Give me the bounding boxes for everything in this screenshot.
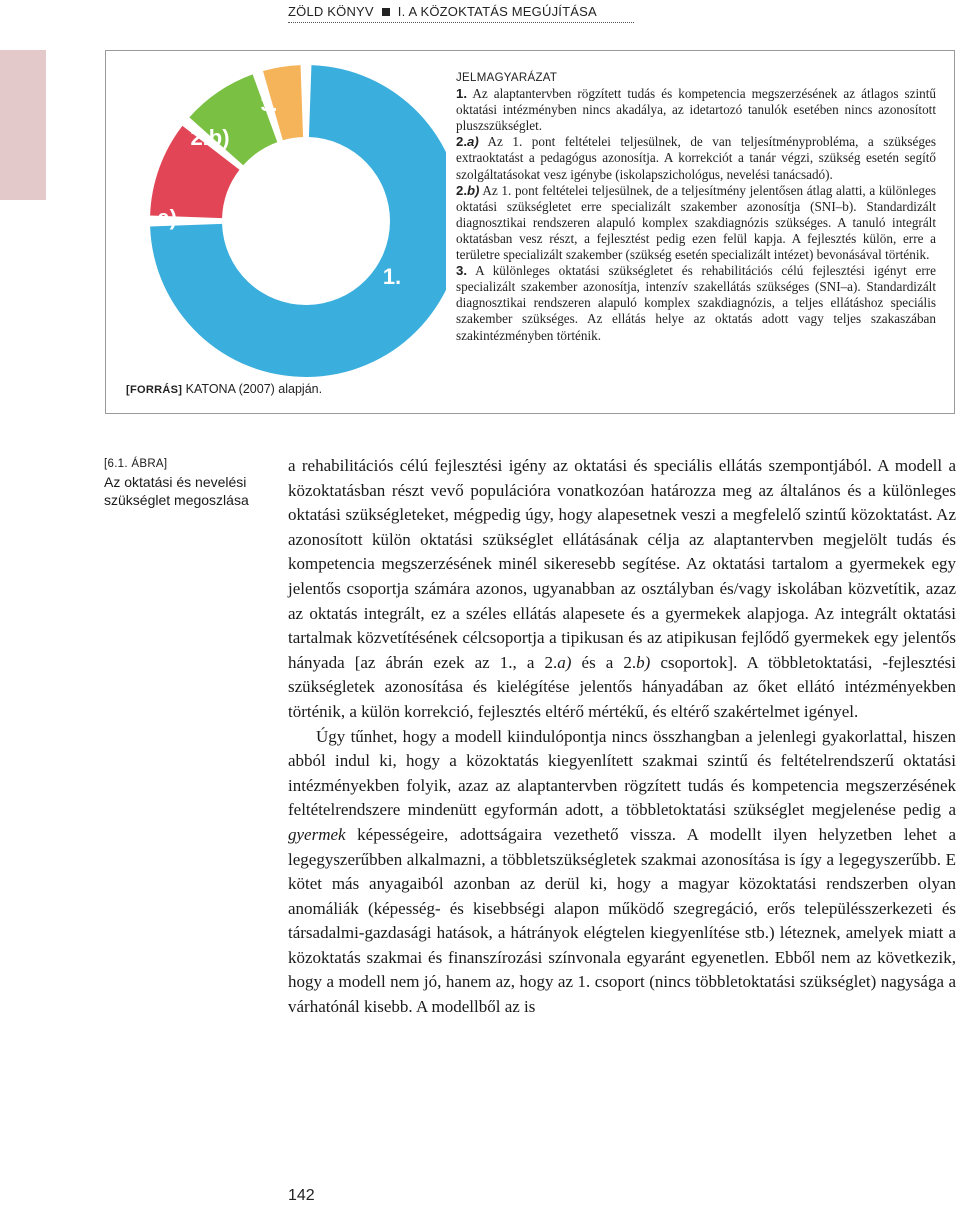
legend-item-number	[456, 183, 479, 198]
book-title: ZÖLD KÖNYV	[288, 4, 374, 19]
italic-run: gyermek	[288, 824, 346, 844]
slice-label: 2.b)	[190, 125, 230, 150]
figure-box	[105, 50, 955, 414]
slice-label: 2.a)	[139, 205, 177, 230]
figure-title: Az oktatási és nevelési szükséglet megoszlása	[104, 474, 249, 508]
legend-item-text: A különleges oktatási szükségletet és rehabilitációs célú fejlesztési igényt erre specializált szakember azonosítja, intenzív szakellátás szükséges (SNI–a). Standardizált diagnosztikai rendszeren alapuló komplex szakdiagnózis, a teljes ellátáshoz speciális szakember szükséges. Az ellátás helye az oktatás adott vagy teljes szakaszában szakintézményben történik.	[456, 263, 936, 343]
legend-number-main: 2.	[456, 182, 467, 198]
legend-item-text: Az alaptantervben rögzített tudás és kompetencia megszerzésének az átlagos szintű oktatási intézményben nincs akadálya, az idetartozó tanulók esetében nincs azonosított pluszszükséglet.	[456, 86, 936, 134]
text-run: és a 2.	[571, 652, 637, 672]
square-bullet-icon	[382, 8, 390, 16]
legend-number-suffix: a)	[467, 134, 479, 150]
legend-item-text: Az 1. pont feltételei teljesülnek, de van teljesítményprobléma, a szükséges extraoktatást a pedagógus azonosítja. A korrekciót a tanár végzi, szükség esetén segítő szolgáltatásokat vesz igénybe (iskolapszichológus, nevelési tanácsadó).	[456, 134, 936, 182]
legend-number-main: 2.	[456, 134, 467, 150]
legend-item-3	[456, 263, 936, 343]
text-run: csoportok]. A többletoktatási, -fejlesztési szükségletek azonosítása és kielégítése jelentős hányadában az őket ellátó intézményekben történik, a külön korrekció, fejlesztés eltérő mértékű, és eltérő szakértelmet igényel.	[288, 652, 956, 721]
figure-source	[126, 382, 322, 396]
slice-label: 3.	[260, 94, 278, 116]
legend-item-text: Az 1. pont feltételei teljesülnek, de a teljesítmény jelentősen átlag alatti, a különleges oktatási szükségletet erre specializált szakember azonosítja (SNI–b). Standardizált diagnosztikai rendszeren alapuló komplex szakdiagnózis szükséges. A tanuló integrált oktatásban vesz részt, a fejlesztést pedig ezen felül kapja. A fejlesztés külön, erre a területre specializált szakember (szükség esetén specializált intézet) bevonásával történik.	[456, 182, 936, 263]
italic-run: a)	[557, 652, 572, 672]
italic-run: b)	[636, 652, 651, 672]
body-paragraph-1	[288, 454, 956, 725]
chapter-title: I. A KÖZOKTATÁS MEGÚJÍTÁSA	[397, 4, 597, 19]
source-prefix: [FORRÁS]	[126, 384, 183, 396]
side-color-bar	[0, 50, 46, 200]
legend-item-number: 3.	[456, 263, 467, 279]
legend-item-2b	[456, 183, 936, 263]
legend-item-number: 1.	[456, 86, 467, 102]
text-run: Úgy tűnhet, hogy a modell kiindulópontja nincs összhangban a jelenlegi gyakorlattal, hiszen abból indul ki, hogy a közoktatás kiegyenlített szakmai szintű és feltételrendszerű oktatási intézményekben folyik, azaz az alaptantervben rögzített tudás és kompetencia megszerzésének feltételrendszere mindenütt egyformán adott, a többletoktatási szükséglet megjelenése pedig a	[288, 726, 956, 820]
figure-number: [6.1. ÁBRA]	[104, 458, 168, 470]
legend-title: JELMAGYARÁZAT	[456, 72, 558, 84]
text-run: a rehabilitációs célú fejlesztési igény az oktatási és speciális ellátás szempontjából. A modell a közoktatásban részt vevő populációra vonatkozóan határozza meg az általános és a különleges oktatási szükségleteket, mégpedig úgy, hogy alapesetnek veszi a megfelelő szintű közoktatást. Az azonosított külön oktatási szükséglet ellátásának célja az alaptantervben megjelölt tudás és kompetencia megszerzésének minél sikeresebb segítése. Az oktatási tartalom a gyermekek egy jelentős csoportja számára azonos, ugyanabban az osztályban és/vagy iskolában közvetítik, azaz az oktatás integrált, ez a széles ellátás alapesete és a gyermekek alapjoga. Az integrált oktatási tartalmak közvetítésének célcsoportja a tipikusan és az atipikusan fejlődő gyermekek egy jelentős hányada [az ábrán ezek az 1., a 2.	[288, 456, 956, 672]
text-run: képességeire, adottságaira vezethető vissza. A modellt ilyen helyzetben lehet a legegyszerűbben alkalmazni, a többletszükségletek szakmai azonosítása is így a legegyszerűbb. E kötet más anyagaiból azonban az derül ki, hogy a magyar közoktatási rendszerben olyan anomáliák (képesség- és kisebbségi alapon működő szegregáció, erős településszerkezeti és társadalmi-gazdasági hatások, a hátrányok elégtelen kiegyenlítése stb.) léteznek, amelyek miatt a közoktatás szakmai és finanszírozási színvonala egyaránt egyenetlen. Ebből nem az következik, hogy a modell nem jó, hanem az, hogy az 1. csoport (nincs többletoktatási szükséglet) nagysága a várhatónál kisebb. A modellből az is	[288, 824, 956, 1017]
donut-chart	[106, 51, 446, 381]
legend-number-suffix: b)	[467, 182, 480, 198]
legend-item-2a	[456, 134, 936, 182]
legend-item-number	[456, 134, 479, 149]
figure-caption	[104, 455, 254, 509]
legend-item-1	[456, 86, 936, 134]
slice-label: 1.	[382, 264, 402, 289]
running-header	[288, 4, 597, 19]
header-rule	[288, 22, 634, 23]
legend	[456, 70, 936, 344]
body-text	[288, 454, 956, 1020]
page-number: 142	[288, 1187, 315, 1204]
body-paragraph-2	[288, 725, 956, 1020]
source-text: KATONA (2007) alapján.	[185, 382, 323, 396]
